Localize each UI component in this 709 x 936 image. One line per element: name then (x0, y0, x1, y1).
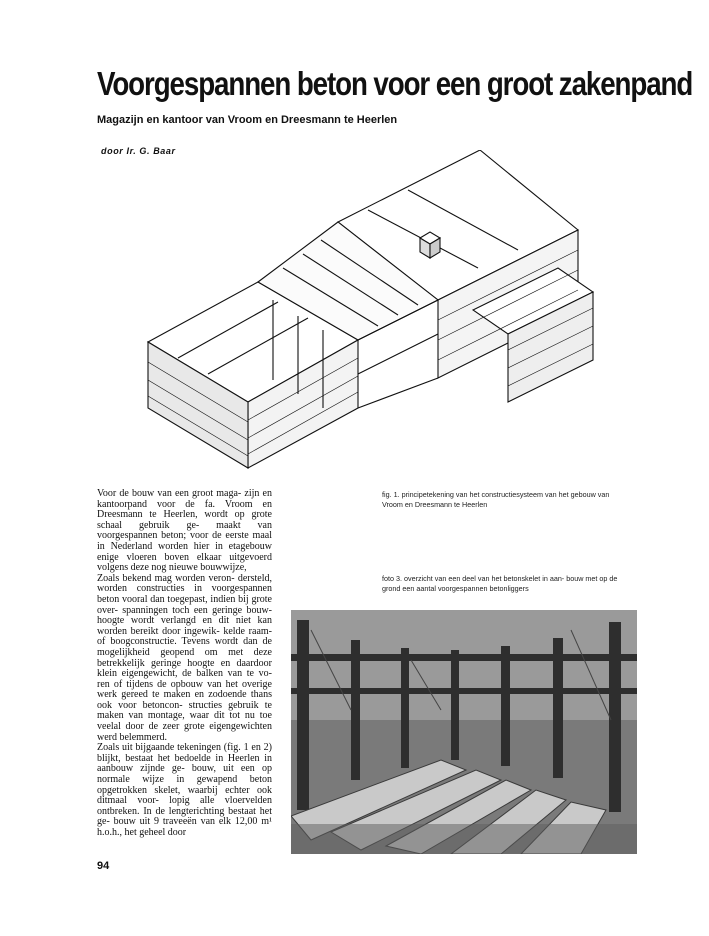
article-body (97, 489, 272, 839)
construction-site-photo (291, 610, 637, 854)
body-paragraph: Voor de bouw van een groot maga- zijn en kantoorpand voor de fa. Vroom en Dreesmann te Heerlen, wordt op grote schaal gebruik ge- maakt van voorgespannen beton; voor de eerste maal in Nederland worden hier in etagebouw enige vloeren boven elkaar uitgevoerd volgens deze nog nieuwe bouwwijze, (97, 488, 272, 574)
fig3-caption: foto 3. overzicht van een deel van het betonskelet in aan- bouw met op de grond een aantal voorgespannen betonliggers (382, 574, 618, 593)
article-subtitle: Magazijn en kantoor van Vroom en Dreesmann te Heerlen (97, 114, 398, 126)
body-paragraph: Zoals uit bijgaande tekeningen (fig. 1 en 2) blijkt, bestaat het bedoelde in Heerlen in aanbouw zijnde ge- bouw, uit een op normale wijze in gewapend beton opgetrokken skelet, waarbij echter ook ditmaal voor- lopig alle vloervelden ontbreken. In de lengterichting bestaat het ge- bouw uit 9 traveeën van elk 12,00 m¹ h.o.h., het geheel door (97, 742, 272, 838)
isometric-building-drawing (108, 150, 638, 470)
page-number: 94 (97, 860, 110, 872)
author-byline: door Ir. G. Baar (101, 146, 176, 156)
article-title: Voorgespannen beton voor een groot zakenpand (97, 65, 693, 102)
fig1-caption: fig. 1. principetekening van het constructiesysteem van het gebouw van Vroom en Dreesmann te Heerlen (382, 490, 610, 509)
body-paragraph: Zoals bekend mag worden veron- dersteld, worden constructies in voorgespannen beton vooral dan toegepast, indien bij grote over- spanningen toch een geringe bouw- hoogte wordt verlangd en dit niet kan worden bereikt door ingewik- kelde raam- of boogconstructie. Tevens wordt dan de mogelijkheid geopend om met deze betrekkelijk geringe hoogte en daardoor klein eigengewicht, de balken van te vo- ren of tijdens de opbouw van het overige werk gereed te maken en zodoende thans ook voor betoncon- structies gebruik te maken van montage, waar dit tot nu toe veelal door de zeer grote eigengewichten werd belemmerd. (97, 572, 272, 743)
